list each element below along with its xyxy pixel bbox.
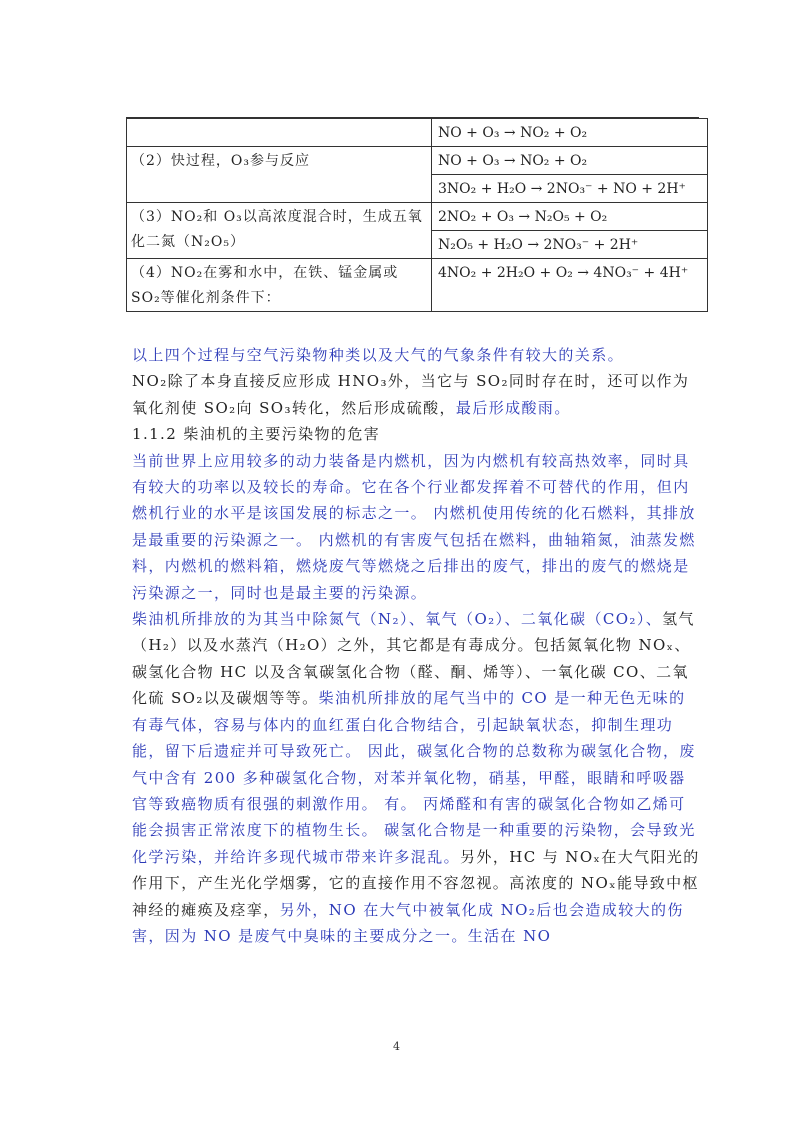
reaction-table [126,118,708,312]
text-run: 以上四个过程与空气污染物种类以及大气的气象条件有较大的关系。 [132,346,625,364]
table-cell-process: （4）NO₂在雾和水中，在铁、锰金属或 SO₂等催化剂条件下： [127,259,432,312]
text-run: 当前世界上应用较多的动力装备是内燃机，因为内燃机有较高热效率，同时具有较大的功率以及较长的寿命。它在各个行业都发挥着不可替代的作用，但内燃机行业的水平是该国发展的标志之一。 内燃机使用传统的化石燃料，其排放是最重要的污染源之一。 内燃机的有害废气包括在燃料，曲轴箱氮，油蒸发燃料，内燃机的燃料箱，燃烧废气等燃烧之后排出的废气，排出的废气的燃烧是污染源之一，同时也是最主要的污染源。 [132,451,696,602]
table-row [127,147,708,175]
paragraph [132,368,700,421]
table-cell-equation: NO + O₃ → NO₂ + O₂ [432,119,708,147]
table-cell-equation: 4NO₂ + 2H₂O + O₂ → 4NO₃⁻ + 4H⁺ [432,259,708,312]
text-run: 1.1.2 柴油机的主要污染物的危害 [132,425,381,444]
body-text [132,342,700,949]
paragraph [132,448,700,606]
table-cell-process [127,119,432,147]
text-run: NO₂除了本身直接反应形成 HNO₃外，当它与 SO₂同时存在时，还可以作为氧化剂使 SO₂向 SO₃转化，然后形成硫酸， [132,372,690,417]
paragraph [132,342,700,368]
text-run: 氢气（H₂）以及水蒸汽（H₂O）之外，其它都是有毒成分。包括氮氧化物 NOₓ、碳氢化合物 HC 以及含氧碳氢化合物（醛、酮、烯等）、一氧化碳 CO、二氧化硫 SO₂以及碳烟等等。 [132,610,695,708]
text-run: 另外，NO 在大气中被氧化成 NO₂后也会造成较大的伤害，因为 NO 是废气中臭味的主要成分之一。生活在 NO [132,900,684,945]
table-row [127,119,708,147]
table-cell-process: （3）NO₂和 O₃以高浓度混合时，生成五氧化二氮（N₂O₅） [127,203,432,259]
table-cell-equation: 3NO₂ + H₂O → 2NO₃⁻ + NO + 2H⁺ [432,175,708,203]
text-run: 柴油机所排放的为其当中除氮气（N₂）、氧气（O₂）、二氧化碳（CO₂）、 [132,610,663,629]
text-run: 最后形成酸雨。 [455,398,571,417]
page-number: 4 [393,1040,400,1053]
table-row [127,203,708,231]
paragraph [132,606,700,949]
text-run: 柴油机所排放的尾气当中的 CO 是一种无色无味的有毒气体，容易与体内的血红蛋白化合物结合，引起缺氧状态，抑制生理功能，留下后遗症并可导致死亡。 因此，碳氢化合物的总数称为碳氢化合物，废气中含有 200 多种碳氢化合物，对苯并氧化物，硝基，甲醛，眼睛和呼吸器官等致癌物质有很强的刺激作用。 有。 丙烯醛和有害的碳氢化合物如乙烯可能会损害正常浓度下的植物生长。 碳氢化合物是一种重要的污染物，会导致光化学污染，并给许多现代城市带来许多混乱。 [132,689,696,866]
table-cell-process: （2）快过程，O₃参与反应 [127,147,432,203]
section-heading [132,421,700,447]
table-cell-equation: N₂O₅ + H₂O → 2NO₃⁻ + 2H⁺ [432,231,708,259]
text-run: 另外，HC 与 NOₓ在大气阳光的作用下，产生光化学烟雾，它的直接作用不容忽视。高浓度的 NOₓ能导致中枢神经的瘫痪及痉挛， [132,847,700,919]
table-cell-equation: 2NO₂ + O₃ → N₂O₅ + O₂ [432,203,708,231]
table-cell-equation: NO + O₃ → NO₂ + O₂ [432,147,708,175]
table-row [127,259,708,312]
